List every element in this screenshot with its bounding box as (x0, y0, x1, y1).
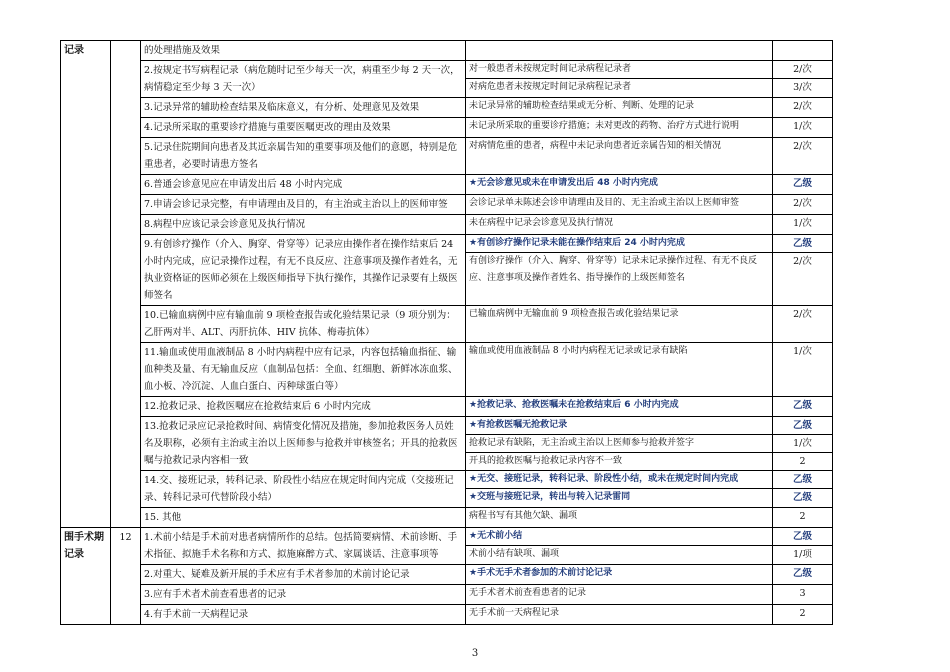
standard-cell: 7.申请会诊记录完整，有申请理由及目的，有主治或主治以上的医师审签 (141, 195, 466, 215)
standard-cell: 14.交、接班记录，转科记录、阶段性小结应在规定时间内完成（交接班记录、转科记录可代替阶段小结） (141, 471, 466, 508)
deficiency-item: ★交班与接班记录，转出与转入记录雷同 (469, 492, 631, 502)
table-row (61, 528, 833, 565)
category-periop (61, 528, 111, 625)
standard-cell: 10.已输血病例中应有输血前 9 项检查报告或化验结果记录（9 项分别为：乙肝两对半、ALT、丙肝抗体、HIV 抗体、梅毒抗体） (141, 306, 466, 343)
deduction-cell (773, 98, 833, 118)
deficiency-cell (466, 306, 773, 343)
deduction-item: 乙级 (773, 235, 832, 253)
table-row (61, 471, 833, 508)
deduction-cell (773, 585, 833, 605)
deduction-item: 2 (799, 456, 806, 467)
deduction-cell (773, 528, 833, 565)
deficiency-item: 术前小结有缺项、漏项 (469, 549, 560, 559)
deduction-item: 2/次 (773, 61, 832, 79)
deduction-item: 乙级 (792, 400, 812, 411)
standard-cell: 的处理措施及效果 (141, 41, 466, 61)
standard-cell: 12.抢救记录、抢救医嘱应在抢救结束后 6 小时内完成 (141, 397, 466, 417)
standard-cell: 4.有手术前一天病程记录 (141, 605, 466, 625)
deficiency-cell (466, 585, 773, 605)
table-row (61, 508, 833, 528)
standard-cell: 11.输血或使用血液制品 8 小时内病程中应有记录，内容包括输血指征、输血种类及量、有无输血反应（血制品包括：全血、红细胞、新鲜冰冻血浆、血小板、冷沉淀、人血白蛋白、丙种球蛋白等） (141, 343, 466, 397)
deficiency-cell (466, 235, 773, 306)
deficiency-cell (466, 118, 773, 138)
standard-cell: 3.应有手术者术前查看患者的记录 (141, 585, 466, 605)
category-records: 记录 (61, 41, 111, 528)
deduction-item: 乙级 (773, 471, 832, 489)
deduction-cell (773, 175, 833, 195)
deduction-item (773, 41, 832, 58)
deficiency-item: ★无术前小结 (466, 528, 772, 546)
standard-cell: 4.记录所采取的重要诊疗措施与重要医嘱更改的理由及效果 (141, 118, 466, 138)
standard-cell: 9.有创诊疗操作（介入、胸穿、骨穿等）记录应由操作者在操作结束后 24 小时内完成，应记录操作过程，有无不良反应、注意事项及操作者姓名，无执业资格证的医师必须在上级医师指导下执行操作，其操作记录要有上级医师签名 (141, 235, 466, 306)
deficiency-item: 病程书写有其他欠缺、漏项 (469, 511, 578, 521)
deduction-item: 1/次 (793, 346, 812, 357)
table-row (61, 138, 833, 175)
table-row (61, 585, 833, 605)
standard-cell: 2.按规定书写病程记录（病危随时记至少每天一次，病重至少每 2 天一次，病情稳定至少每 3 天一次） (141, 61, 466, 98)
deduction-cell (773, 471, 833, 508)
deficiency-cell (466, 471, 773, 508)
deficiency-cell (466, 61, 773, 98)
table-row (61, 605, 833, 625)
standard-cell: 13.抢救记录应记录抢救时间、病情变化情况及措施，参加抢救医务人员姓名及职称，必须有主治或主治以上医师参与抢救并审核签名；开具的抢救医嘱与抢救记录内容相一致 (141, 417, 466, 471)
deficiency-item (466, 41, 772, 58)
category-periop-line2: 记录 (64, 549, 84, 560)
table-row (61, 61, 833, 98)
deduction-item: 乙级 (792, 178, 812, 189)
standard-cell: 8.病程中应该记录会诊意见及执行情况 (141, 215, 466, 235)
deduction-item: 乙级 (773, 417, 832, 435)
deduction-item: 3 (799, 588, 806, 599)
standard-cell: 15. 其他 (141, 508, 466, 528)
deficiency-cell (466, 215, 773, 235)
deduction-cell (773, 41, 833, 61)
deficiency-item: ★抢救记录、抢救医嘱未在抢救结束后 6 小时内完成 (469, 400, 679, 410)
deduction-item: 2/次 (793, 309, 812, 320)
deficiency-item: ★无交、接班记录，转科记录、阶段性小结，或未在规定时间内完成 (466, 471, 772, 489)
deduction-item: 1/次 (793, 218, 812, 229)
table-row (61, 397, 833, 417)
deficiency-item: 对一般患者未按规定时间记录病程记录者 (466, 61, 772, 79)
deficiency-cell (466, 397, 773, 417)
deduction-item: 2/次 (793, 141, 812, 152)
standards-table (60, 40, 833, 625)
deficiency-cell (466, 41, 773, 61)
standard-cell: 6.普通会诊意见应在申请发出后 48 小时内完成 (141, 175, 466, 195)
table-row (61, 306, 833, 343)
deduction-item: 2 (799, 608, 806, 619)
table-row (61, 417, 833, 471)
deficiency-cell (466, 98, 773, 118)
deduction-cell (773, 138, 833, 175)
deduction-cell (773, 565, 833, 585)
deduction-item: 3/次 (793, 82, 812, 93)
deduction-cell (773, 306, 833, 343)
table-row (61, 98, 833, 118)
deduction-item: 2/次 (793, 198, 812, 209)
deficiency-item: 无手术者术前查看患者的记录 (469, 588, 587, 598)
deficiency-cell (466, 528, 773, 565)
deduction-item: 1/次 (773, 435, 832, 453)
deficiency-cell (466, 175, 773, 195)
table-row (61, 235, 833, 306)
deficiency-item: ★手术无手术者参加的术前讨论记录 (469, 568, 613, 578)
page-number: 3 (471, 648, 479, 659)
deduction-item: 2/次 (793, 256, 812, 267)
deduction-item: 1/项 (793, 549, 812, 560)
table-row (61, 565, 833, 585)
deficiency-cell (466, 417, 773, 471)
category-periop-line1: 围手术期 (64, 532, 104, 543)
deduction-cell (773, 195, 833, 215)
deficiency-item: 已输血病例中无输血前 9 项检查报告或化验结果记录 (469, 309, 679, 319)
deficiency-cell (466, 565, 773, 585)
deduction-item: 1/次 (793, 121, 812, 132)
deduction-cell (773, 508, 833, 528)
deficiency-cell (466, 195, 773, 215)
deduction-cell (773, 118, 833, 138)
deficiency-item: 开具的抢救医嘱与抢救记录内容不一致 (469, 456, 623, 466)
deduction-item: 2 (799, 511, 806, 522)
table-row (61, 215, 833, 235)
deficiency-cell (466, 343, 773, 397)
deficiency-item: 未记录异常的辅助检查结果或无分析、判断、处理的记录 (469, 101, 695, 111)
deduction-cell (773, 235, 833, 306)
table-row (61, 118, 833, 138)
deficiency-item: 未记录所采取的重要诊疗措施；未对更改的药物、治疗方式进行说明 (469, 121, 740, 131)
standard-cell: 1.术前小结是手术前对患者病情所作的总结。包括简要病情、术前诊断、手术指征、拟施手术名称和方式、拟施麻醉方式、家属谈话、注意事项等 (141, 528, 466, 565)
deficiency-cell (466, 508, 773, 528)
deduction-cell (773, 61, 833, 98)
standard-cell: 2.对重大、疑难及新开展的手术应有手术者参加的术前讨论记录 (141, 565, 466, 585)
deficiency-item: 无手术前一天病程记录 (469, 608, 560, 618)
deduction-item: 乙级 (792, 568, 812, 579)
deficiency-item: 会诊记录单未陈述会诊申请理由及目的、无主治或主治以上医师审签 (469, 198, 740, 208)
deduction-item: 2/次 (793, 101, 812, 112)
deduction-item: 乙级 (773, 528, 832, 546)
deficiency-item: ★有创诊疗操作记录未能在操作结束后 24 小时内完成 (466, 235, 772, 253)
deficiency-item: 输血或使用血液制品 8 小时内病程无记录或记录有缺陷 (469, 346, 688, 356)
score-records (111, 41, 141, 528)
deduction-item: 乙级 (792, 492, 812, 503)
deficiency-cell (466, 605, 773, 625)
deficiency-item: 抢救记录有缺陷，无主治或主治以上医师参与抢救并签字 (466, 435, 772, 453)
deduction-cell (773, 343, 833, 397)
table-row (61, 343, 833, 397)
standard-cell: 3.记录异常的辅助检查结果及临床意义，有分析、处理意见及效果 (141, 98, 466, 118)
deduction-cell (773, 417, 833, 471)
deduction-cell (773, 605, 833, 625)
deduction-cell (773, 215, 833, 235)
standard-cell: 5.记录住院期间向患者及其近亲属告知的重要事项及他们的意愿，特别是危重患者，必要时请患方签名 (141, 138, 466, 175)
deficiency-item: 对病危患者未按规定时间记录病程记录者 (469, 82, 632, 92)
deficiency-item: ★无会诊意见或未在申请发出后 48 小时内完成 (469, 178, 658, 188)
deficiency-item: 未在病程中记录会诊意见及执行情况 (469, 218, 614, 228)
table-row (61, 41, 833, 61)
table-row (61, 195, 833, 215)
deficiency-item: ★有抢救医嘱无抢救记录 (466, 417, 772, 435)
deduction-cell (773, 397, 833, 417)
deficiency-item: 对病情危重的患者，病程中未记录向患者近亲属告知的相关情况 (469, 141, 722, 151)
table-row (61, 175, 833, 195)
deficiency-item: 有创诊疗操作（介入、胸穿、骨穿等）记录未记录操作过程、有无不良反应、注意事项及操作者姓名、指导操作的上级医师签名 (469, 256, 758, 283)
deficiency-cell (466, 138, 773, 175)
score-periop: 12 (111, 528, 141, 625)
table-body (61, 41, 833, 625)
